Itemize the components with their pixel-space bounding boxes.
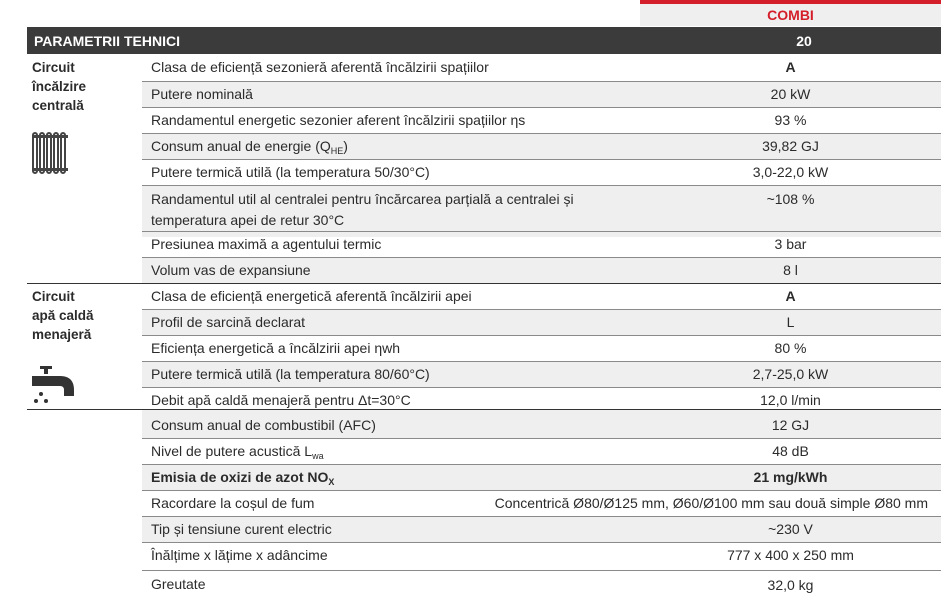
row-name-subscript: wa <box>312 451 324 461</box>
table-row <box>142 81 941 107</box>
row-name: Volum vas de expansiune <box>151 262 311 278</box>
table-row <box>142 185 941 237</box>
row-name-subscript: X <box>328 477 335 487</box>
table-row <box>142 464 941 490</box>
row-name: Putere nominală <box>151 86 253 102</box>
row-value: ~230 V <box>768 521 813 537</box>
row-name: Racordare la coșul de fum <box>151 495 315 511</box>
row-value: Concentrică Ø80/Ø125 mm, Ø60/Ø100 mm sau două simple Ø80 mm <box>494 495 928 511</box>
row-value: 21 mg/kWh <box>753 469 828 485</box>
row-name: Putere termică utilă (la temperatura 80/60°C) <box>151 366 430 382</box>
table-row <box>142 159 941 185</box>
row-value: ~108 % <box>766 191 815 207</box>
row-value: 8 l <box>783 262 798 278</box>
table-row <box>142 55 941 80</box>
row-value: 3 bar <box>774 236 807 252</box>
table-row <box>142 438 941 464</box>
row-name: Presiunea maximă a agentului termic <box>151 236 382 252</box>
row-value: 20 kW <box>770 86 811 102</box>
row-name-text: Emisia de oxizi de azot NO <box>151 469 329 485</box>
table-row <box>142 107 941 133</box>
table-row <box>142 231 941 257</box>
row-name-text: Nivel de putere acustică L <box>151 443 313 459</box>
row-value: 32,0 kg <box>767 577 814 593</box>
radiator-icon <box>32 132 68 174</box>
row-name: Randamentul energetic sezonier aferent încălzirii spațiilor ηs <box>151 112 526 128</box>
row-value: 39,82 GJ <box>762 138 819 154</box>
table-row <box>142 284 941 309</box>
row-name: Profil de sarcină declarat <box>151 314 306 330</box>
table-header <box>27 27 941 54</box>
row-name: Înălțime x lățime x adâncime <box>151 547 328 563</box>
header-model-value: 20 <box>796 33 812 49</box>
table-row <box>142 309 941 335</box>
row-value: 12 GJ <box>771 417 810 433</box>
group-heating-line3: centrală <box>32 98 84 113</box>
table-row <box>142 133 941 159</box>
group-dhw-line3: menajeră <box>32 327 92 342</box>
row-name: Clasa de eficiență energetică aferentă încălzirii apei <box>151 288 472 304</box>
table-row <box>142 361 941 387</box>
row-value: A <box>785 288 796 304</box>
row-name: Randamentul util al centralei pentru încărcarea parțială a centralei și temperatura apei de retur 30°C <box>151 191 574 228</box>
row-name: Eficiența energetică a încălzirii apei ηwh <box>151 340 401 356</box>
row-name: Clasa de eficiență sezonieră aferentă încălzirii spațiilor <box>151 59 489 75</box>
row-value: 2,7-25,0 kW <box>752 366 829 382</box>
row-name-subscript: HE <box>330 146 344 156</box>
table-row <box>142 516 941 542</box>
row-name: Greutate <box>151 576 206 592</box>
table-row <box>142 542 941 568</box>
model-label: COMBI <box>640 4 941 26</box>
table-row <box>142 257 941 283</box>
group-dhw-line2: apă caldă <box>32 308 94 323</box>
row-name: Consum anual de combustibil (AFC) <box>151 417 376 433</box>
group-dhw-line1: Circuit <box>32 289 75 304</box>
table-row <box>142 570 941 600</box>
faucet-icon <box>30 364 78 406</box>
group-heating-line2: încălzire <box>32 79 87 94</box>
row-value: L <box>786 314 795 330</box>
table-row <box>142 335 941 361</box>
group-label-heating <box>32 58 86 115</box>
header-title: PARAMETRII TEHNICI <box>34 33 180 49</box>
row-value: A <box>785 59 796 75</box>
table-row <box>142 410 941 438</box>
row-value: 80 % <box>774 340 807 356</box>
row-value: 48 dB <box>772 443 809 459</box>
row-name: Debit apă caldă menajeră pentru Δt=30°C <box>151 392 411 408</box>
row-value: 3,0-22,0 kW <box>752 164 829 180</box>
group-label-dhw <box>32 287 94 344</box>
row-name: Tip și tensiune curent electric <box>151 521 332 537</box>
row-value: 93 % <box>774 112 807 128</box>
row-value: 777 x 400 x 250 mm <box>727 547 854 563</box>
row-name: Putere termică utilă (la temperatura 50/30°C) <box>151 164 430 180</box>
row-name-text: Consum anual de energie (Q <box>151 138 331 154</box>
row-value: 12,0 l/min <box>760 392 821 408</box>
group-heating-line1: Circuit <box>32 60 75 75</box>
table-row <box>142 490 941 516</box>
row-name-suffix: ) <box>343 138 348 154</box>
